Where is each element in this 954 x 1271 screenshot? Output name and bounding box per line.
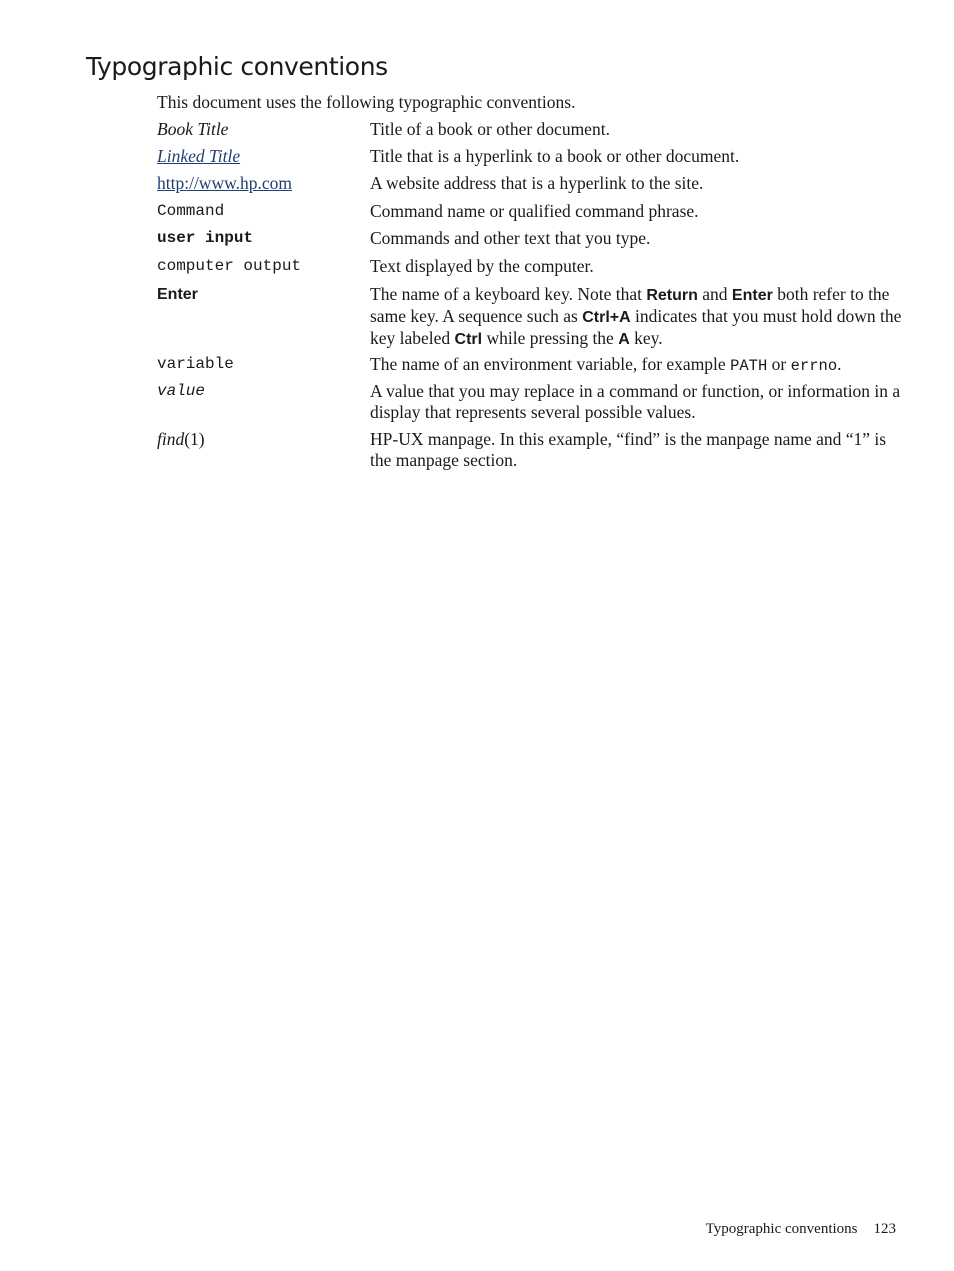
website-link[interactable]: http://www.hp.com — [157, 173, 292, 193]
desc-text: . — [837, 354, 842, 374]
term-value: value — [157, 382, 206, 400]
code-path: PATH — [730, 357, 768, 375]
desc-text: key. — [629, 328, 663, 348]
description-book-title: Title of a book or other document. — [370, 119, 610, 139]
desc-text: while pressing the — [482, 328, 619, 348]
term-enter: Enter — [157, 286, 198, 303]
page-number: 123 — [873, 1221, 896, 1237]
term-variable: variable — [157, 355, 234, 373]
key-return: Return — [646, 287, 698, 304]
page-title: Typographic conventions — [86, 52, 388, 81]
code-errno: errno — [790, 357, 838, 375]
description-computer-output: Text displayed by the computer. — [370, 256, 594, 276]
key-ctrl: Ctrl — [454, 331, 483, 348]
term-user-input: user input — [157, 229, 254, 247]
desc-text: both refer to the same key. A sequence such as — [370, 284, 890, 326]
desc-text: The name of a keyboard key. Note that — [370, 284, 647, 304]
conventions-list — [157, 0, 902, 1271]
description-variable — [370, 354, 905, 377]
term-manpage — [157, 429, 362, 450]
page-footer — [706, 1221, 896, 1238]
manpage-section: (1) — [184, 429, 205, 449]
description-website: A website address that is a hyperlink to the site. — [370, 173, 704, 193]
description-enter — [370, 284, 905, 350]
desc-text: or — [767, 354, 791, 374]
description-command: Command name or qualified command phrase. — [370, 201, 699, 221]
term-command: Command — [157, 202, 225, 220]
footer-section-title: Typographic conventions — [705, 1221, 858, 1237]
intro-text: This document uses the following typographic conventions. — [157, 92, 576, 112]
desc-text: and — [697, 284, 732, 304]
desc-text: The name of an environment variable, for example — [370, 354, 731, 374]
manpage-name: find — [157, 429, 185, 449]
description-user-input: Commands and other text that you type. — [370, 228, 651, 248]
term-computer-output: computer output — [157, 257, 302, 275]
term-book-title: Book Title — [157, 119, 229, 139]
key-a: A — [618, 331, 630, 348]
linked-title-link[interactable]: Linked Title — [157, 146, 241, 166]
description-value: A value that you may replace in a command or function, or information in a display that represents several possible values. — [370, 381, 901, 422]
description-manpage: HP-UX manpage. In this example, “find” is the manpage name and “1” is the manpage section. — [370, 429, 887, 470]
desc-text: indicates that you must hold down the key labeled — [370, 306, 902, 348]
description-linked-title: Title that is a hyperlink to a book or other document. — [370, 146, 740, 166]
key-enter: Enter — [731, 287, 773, 304]
key-ctrl-a: Ctrl+A — [582, 309, 631, 326]
